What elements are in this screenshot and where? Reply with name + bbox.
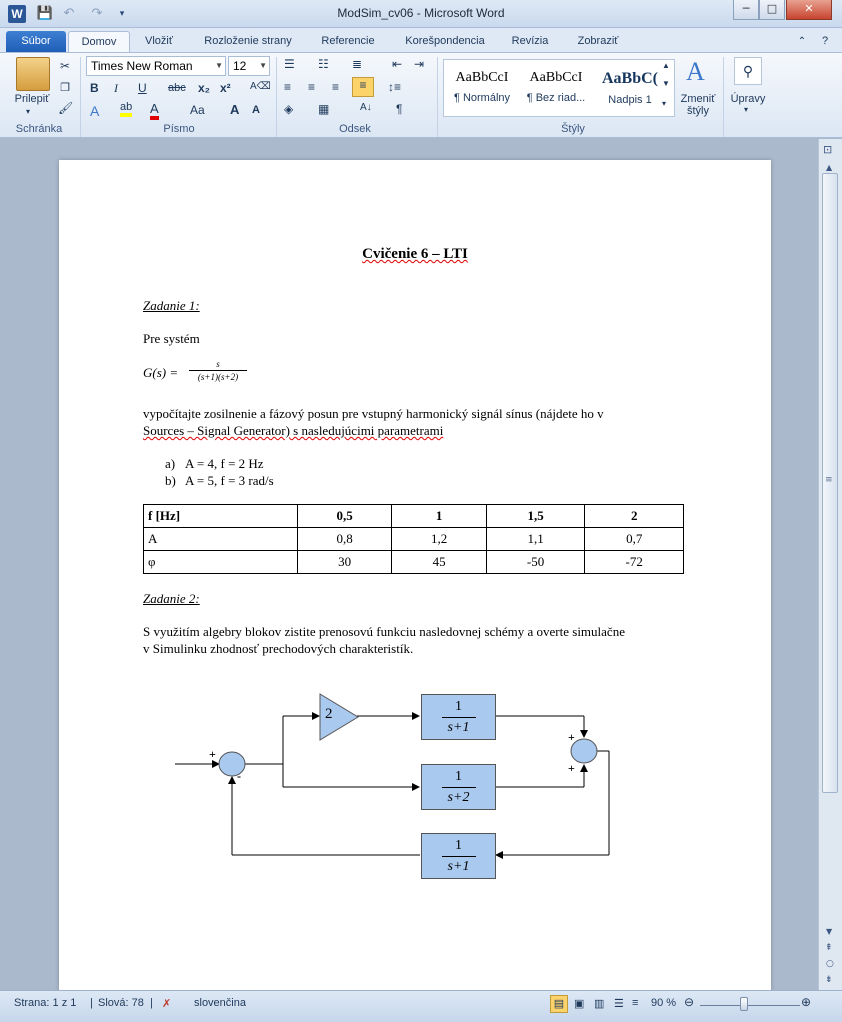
- table-cell: 30: [297, 551, 391, 574]
- table-header-cell: f [Hz]: [144, 505, 298, 528]
- task2-text-line1: S využitím algebry blokov zistite prenosovú funkciu nasledovnej schémy a overte simulačne: [143, 624, 625, 639]
- increase-indent-icon[interactable]: ⇥: [414, 57, 425, 71]
- change-styles-button[interactable]: Zmeniť štýly: [680, 93, 716, 117]
- transfer-block-top: [421, 694, 496, 740]
- editing-button[interactable]: Úpravy: [730, 93, 766, 105]
- sum2-plus-bottom-sign: +: [568, 761, 575, 775]
- tab-mailings[interactable]: Korešpondencia: [405, 35, 485, 47]
- style-normal[interactable]: [446, 62, 518, 114]
- block-mid-denominator: s+2: [447, 790, 470, 805]
- separator: |: [150, 997, 153, 1009]
- copy-icon[interactable]: ❐: [60, 82, 70, 94]
- block-mid-numerator: 1: [455, 769, 462, 784]
- shrink-font-icon[interactable]: A: [252, 104, 260, 116]
- task2-heading: Zadanie 2:: [143, 591, 200, 606]
- browse-object-icon[interactable]: ○: [826, 959, 834, 969]
- styles-gallery: [443, 59, 675, 117]
- grow-font-icon[interactable]: A: [230, 102, 240, 117]
- align-right-icon[interactable]: ≡: [332, 80, 340, 94]
- style-heading1[interactable]: [594, 62, 666, 114]
- sum1-minus-sign: -: [237, 769, 241, 783]
- summing-junction-1: [219, 752, 245, 776]
- table-cell: 0,8: [297, 528, 391, 551]
- transfer-block-middle: [421, 764, 496, 810]
- proofing-icon[interactable]: ✗: [162, 998, 172, 1010]
- outline-view-icon[interactable]: ☰: [614, 998, 624, 1010]
- styles-group-label: Štýly: [561, 123, 585, 135]
- block-fb-denominator: s+1: [447, 859, 470, 874]
- previous-page-icon[interactable]: ⇞: [825, 943, 833, 953]
- styles-scroll-down-icon[interactable]: ▼: [662, 79, 670, 88]
- gain-label: 2: [325, 706, 333, 722]
- style-no-spacing-preview: AaBbCcI: [529, 70, 583, 85]
- chevron-down-icon: ▼: [215, 61, 223, 70]
- style-normal-preview: AaBbCcI: [455, 70, 509, 85]
- scroll-down-icon[interactable]: ▼: [826, 927, 833, 936]
- formula-lhs: G(s) =: [143, 365, 179, 380]
- block-fb-fraction: [422, 838, 495, 875]
- font-name-value: Times New Roman: [91, 59, 193, 73]
- save-icon[interactable]: 💾: [36, 6, 54, 21]
- customize-qat-icon[interactable]: ▾: [119, 9, 125, 19]
- separator: |: [90, 997, 93, 1009]
- vertical-scrollbar[interactable]: [818, 139, 842, 990]
- style-normal-label: ¶ Normálny: [453, 92, 511, 104]
- fraction-bar: [442, 856, 476, 857]
- font-color-icon[interactable]: A: [150, 101, 159, 120]
- table-header-cell: 2: [585, 505, 684, 528]
- cut-icon[interactable]: ✂: [59, 59, 71, 73]
- maximize-button[interactable]: □: [759, 0, 785, 20]
- list-marker: a): [165, 456, 176, 471]
- zoom-slider-handle[interactable]: [740, 997, 748, 1011]
- decrease-indent-icon[interactable]: ⇤: [392, 57, 403, 71]
- ribbon-tabs: [0, 28, 842, 52]
- table-cell: φ: [144, 551, 298, 574]
- ribbon-separator: [80, 57, 81, 137]
- italic-button[interactable]: I: [114, 81, 118, 95]
- sum2-plus-top-sign: +: [568, 730, 575, 744]
- transfer-block-feedback: [421, 833, 496, 879]
- minimize-button[interactable]: ─: [733, 0, 759, 20]
- undo-icon[interactable]: ↶: [63, 6, 75, 21]
- styles-scroll-up-icon[interactable]: ▲: [662, 61, 670, 70]
- formula-denominator: (s+1)(s+2): [197, 372, 239, 382]
- ribbon-separator: [276, 57, 277, 137]
- task2-text-line2: v Simulinku zhodnosť prechodových charakteristík.: [143, 641, 414, 656]
- bullets-icon[interactable]: ☰: [284, 57, 295, 71]
- help-icon[interactable]: ?: [821, 35, 829, 47]
- underline-button[interactable]: U: [138, 81, 147, 95]
- highlight-color-icon[interactable]: ab: [120, 101, 132, 117]
- print-layout-view-icon[interactable]: ▤: [550, 995, 568, 1013]
- show-formatting-icon[interactable]: ¶: [396, 102, 403, 116]
- numbering-icon[interactable]: ☷: [318, 57, 329, 71]
- draft-view-icon[interactable]: ≡: [632, 997, 639, 1009]
- formula-numerator: s: [216, 359, 220, 369]
- paste-dropdown-icon[interactable]: ▾: [26, 107, 31, 116]
- block-mid-fraction: [422, 769, 495, 806]
- sum1-plus-sign: +: [209, 747, 216, 761]
- table-cell: 1,1: [486, 528, 585, 551]
- fraction-bar: [442, 717, 476, 718]
- zoom-slider-track[interactable]: [700, 1005, 800, 1006]
- ribbon-separator: [723, 57, 724, 137]
- list-marker: b): [165, 473, 176, 488]
- text-effects-icon[interactable]: A: [90, 103, 100, 119]
- font-name-combo[interactable]: [86, 56, 226, 76]
- window-title: ModSim_cv06 - Microsoft Word: [337, 6, 505, 20]
- align-center-icon[interactable]: ≡: [308, 80, 316, 94]
- table-cell: A: [144, 528, 298, 551]
- table-cell: -50: [486, 551, 585, 574]
- web-layout-view-icon[interactable]: ▥: [594, 998, 605, 1010]
- style-no-spacing-label: ¶ Bez riad...: [526, 92, 586, 104]
- word-count[interactable]: Slová: 78: [98, 997, 144, 1009]
- task1-intro: Pre systém: [143, 331, 200, 346]
- status-bar: [0, 990, 842, 1022]
- strikethrough-button[interactable]: abc: [168, 82, 186, 94]
- change-styles-icon[interactable]: A: [686, 57, 705, 86]
- paste-button[interactable]: Prilepiť: [14, 93, 50, 105]
- editing-dropdown-icon[interactable]: ▾: [744, 105, 749, 114]
- paste-icon[interactable]: [16, 57, 50, 91]
- binoculars-icon[interactable]: ⚲: [734, 57, 762, 85]
- tab-file[interactable]: Súbor: [6, 31, 66, 52]
- page-count[interactable]: Strana: 1 z 1: [14, 997, 77, 1009]
- zoom-in-icon[interactable]: ⊕: [801, 995, 812, 1009]
- full-screen-view-icon[interactable]: ▣: [574, 998, 585, 1010]
- change-case-icon[interactable]: Aa: [190, 103, 205, 117]
- shading-icon[interactable]: ◈: [284, 102, 294, 116]
- paragraph-group-label: Odsek: [339, 123, 371, 135]
- justify-icon[interactable]: ≡: [352, 77, 374, 97]
- table-cell: -72: [585, 551, 684, 574]
- tab-view[interactable]: Zobraziť: [577, 35, 619, 47]
- ribbon: [0, 52, 842, 138]
- block-top-numerator: 1: [455, 699, 462, 714]
- table-header-cell: 1,5: [486, 505, 585, 528]
- clear-formatting-icon[interactable]: A⌫: [250, 81, 271, 92]
- style-heading1-preview: AaBbC(: [601, 70, 658, 87]
- superscript-button[interactable]: x²: [220, 81, 231, 95]
- font-size-combo[interactable]: [228, 56, 270, 76]
- sort-icon[interactable]: A↓: [360, 102, 372, 113]
- style-no-spacing[interactable]: [520, 62, 592, 114]
- language-indicator[interactable]: slovenčina: [194, 997, 246, 1009]
- redo-icon[interactable]: ↷: [91, 6, 103, 21]
- close-button[interactable]: ✕: [786, 0, 832, 20]
- list-item: A = 5, f = 3 rad/s: [185, 473, 274, 488]
- tab-home[interactable]: Domov: [68, 31, 130, 52]
- document-page[interactable]: [59, 160, 771, 990]
- block-fb-numerator: 1: [455, 838, 462, 853]
- title-bar: [0, 0, 842, 28]
- font-size-value: 12: [233, 59, 247, 73]
- ruler-toggle-icon[interactable]: ⊡: [823, 143, 833, 156]
- multilevel-list-icon[interactable]: ≣: [352, 57, 363, 71]
- tab-review[interactable]: Revízia: [511, 35, 549, 47]
- page-title-text: Cvičenie 6 – LTI: [362, 246, 468, 262]
- style-heading1-label: Nadpis 1: [608, 94, 652, 106]
- subscript-button[interactable]: x₂: [198, 81, 211, 95]
- next-page-icon[interactable]: ⇟: [825, 975, 833, 985]
- block-top-denominator: s+1: [447, 720, 470, 735]
- format-painter-icon[interactable]: 🖌: [58, 101, 74, 115]
- grip-icon: ≡: [825, 475, 833, 485]
- scroll-up-icon[interactable]: ▲: [826, 163, 833, 172]
- list-item: A = 4, f = 2 Hz: [185, 456, 264, 471]
- zoom-level[interactable]: 90 %: [651, 997, 677, 1009]
- align-left-icon[interactable]: ≡: [284, 80, 292, 94]
- clipboard-group-label: Schránka: [15, 123, 63, 135]
- block-diagram: [59, 160, 771, 990]
- tab-insert[interactable]: Vložiť: [145, 35, 173, 47]
- table-cell: 1,2: [392, 528, 486, 551]
- table-cell: 45: [392, 551, 486, 574]
- tab-references[interactable]: Referencie: [321, 35, 375, 47]
- font-group-label: Písmo: [163, 123, 195, 135]
- document-area: [0, 139, 818, 990]
- table-cell: 0,7: [585, 528, 684, 551]
- table-header-cell: 1: [392, 505, 486, 528]
- bold-button[interactable]: B: [90, 81, 99, 95]
- styles-more-icon[interactable]: ▾: [662, 99, 667, 108]
- table-header-cell: 0,5: [297, 505, 391, 528]
- collapse-ribbon-icon[interactable]: ⌃: [797, 36, 807, 47]
- task1-text-line2-text: Sources – Signal Generator) s nasledujúcimi parametrami: [143, 423, 444, 438]
- chevron-down-icon: ▼: [259, 61, 267, 70]
- borders-icon[interactable]: ▦: [318, 102, 330, 116]
- tab-page-layout[interactable]: Rozloženie strany: [204, 35, 292, 47]
- ribbon-separator: [437, 57, 438, 137]
- block-top-fraction: [422, 699, 495, 736]
- fraction-bar: [442, 787, 476, 788]
- word-app-icon[interactable]: W: [8, 5, 26, 23]
- line-spacing-icon[interactable]: ↕≡: [388, 80, 402, 94]
- zoom-out-icon[interactable]: ⊖: [684, 995, 695, 1009]
- task1-text-line1: vypočítajte zosilnenie a fázový posun pre vstupný harmonický signál sínus (nájdete ho v: [143, 406, 604, 421]
- task1-heading: Zadanie 1:: [143, 298, 200, 313]
